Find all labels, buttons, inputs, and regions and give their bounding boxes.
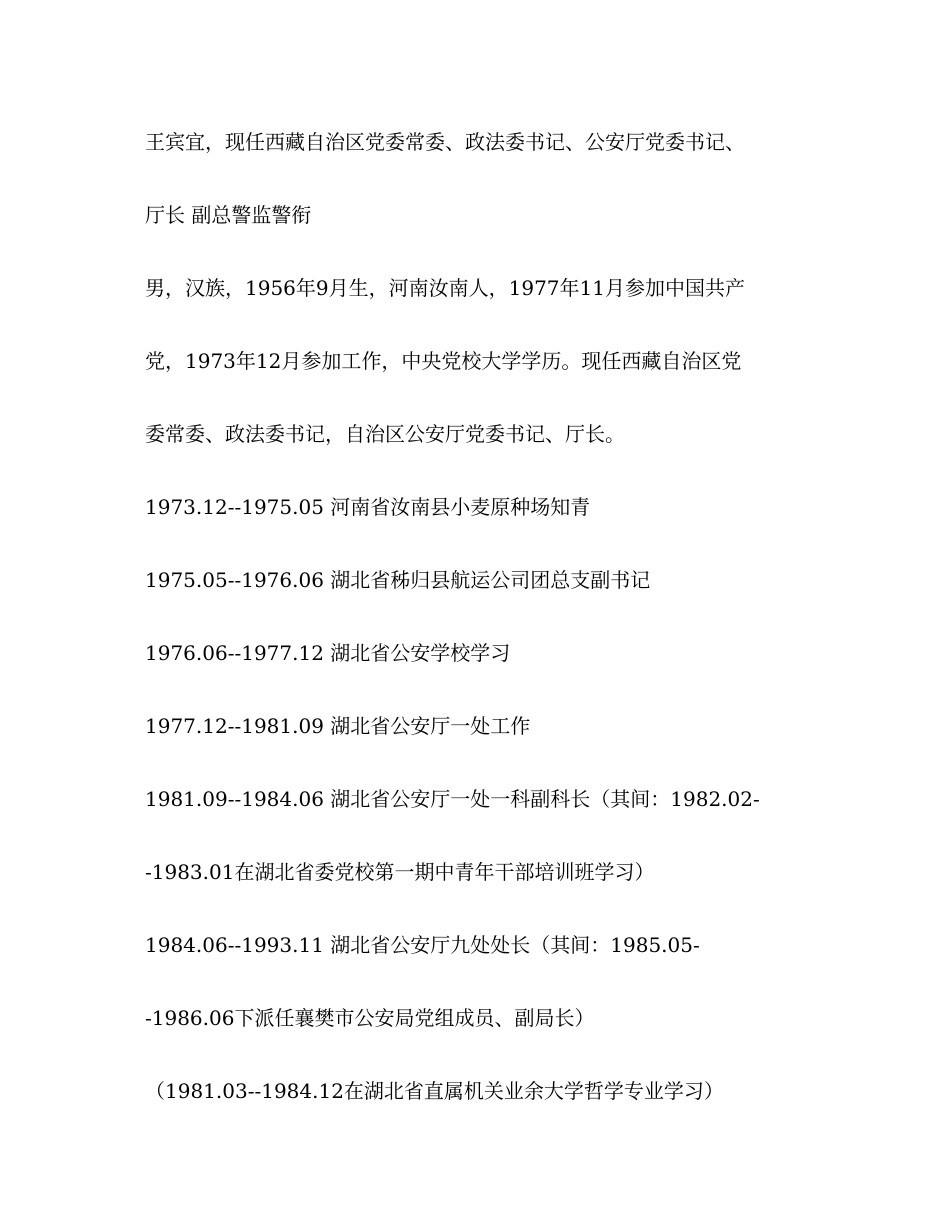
resume-entry-6-cont: -1986.06下派任襄樊市公安局党组成员、副局长） — [145, 1006, 595, 1030]
bio-line-2: 党，1973年12月参加工作，中央党校大学学历。现任西藏自治区党 — [145, 349, 742, 373]
title-line-1: 王宾宜，现任西藏自治区党委常委、政法委书记、公安厅党委书记、 — [145, 130, 745, 154]
resume-entry-3: 1976.06--1977.12 湖北省公安学校学习 — [145, 641, 511, 665]
resume-entry-4: 1977.12--1981.09 湖北省公安厅一处工作 — [145, 714, 531, 738]
resume-entry-5: 1981.09--1984.06 湖北省公安厅一处一科副科长（其间：1982.02- — [145, 787, 760, 811]
bio-line-3: 委常委、政法委书记，自治区公安厅党委书记、厅长。 — [145, 422, 625, 446]
resume-entry-1: 1973.12--1975.05 河南省汝南县小麦原种场知青 — [145, 495, 591, 519]
title-line-2: 厅长 副总警监警衔 — [145, 203, 312, 227]
resume-entry-6: 1984.06--1993.11 湖北省公安厅九处处长（其间：1985.05- — [145, 933, 700, 957]
bio-line-1: 男，汉族，1956年9月生，河南汝南人，1977年11月参加中国共产 — [145, 276, 745, 300]
resume-entry-2: 1975.05--1976.06 湖北省秭归县航运公司团总支副书记 — [145, 568, 651, 592]
resume-entry-5-cont: -1983.01在湖北省委党校第一期中青年干部培训班学习） — [145, 860, 655, 884]
resume-note: （1981.03--1984.12在湖北省直属机关业余大学哲学专业学习） — [145, 1079, 724, 1103]
